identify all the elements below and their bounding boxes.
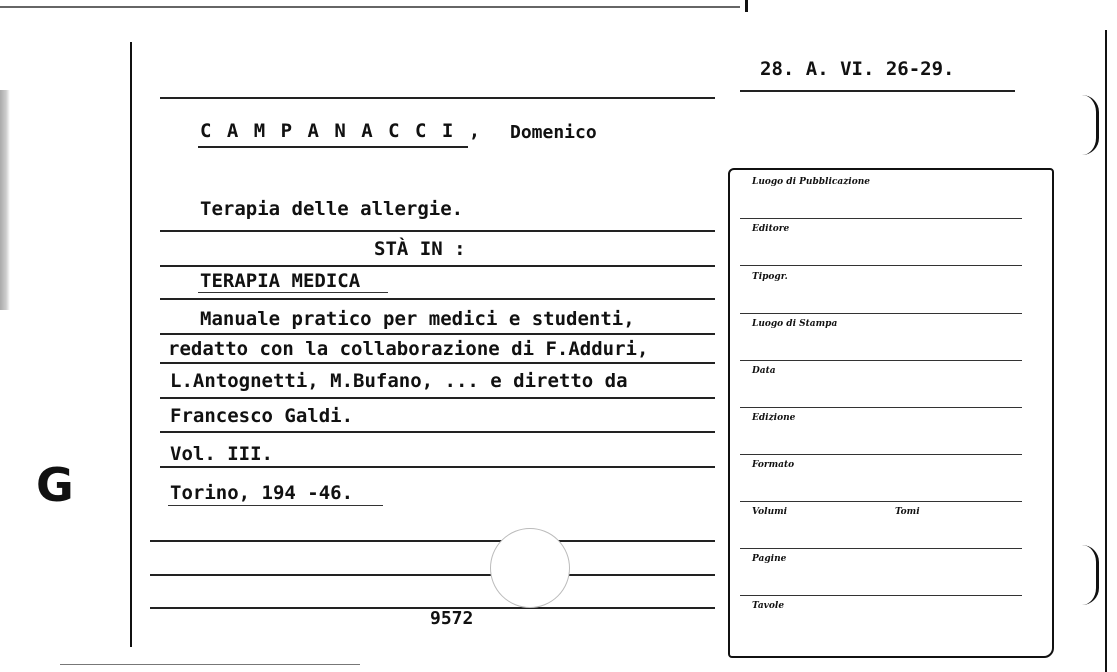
description-line-2: redatto con la collaborazione di F.Adduri, <box>168 338 649 360</box>
card-right-edge <box>1105 30 1107 672</box>
card-left-margin-line <box>130 42 132 647</box>
ruled-line-lower-2 <box>150 574 715 576</box>
ruled-line-title <box>160 230 715 232</box>
book-title: Terapia delle allergie. <box>200 198 464 220</box>
imprint: Torino, 194 -46. <box>170 482 354 504</box>
form-rule-6 <box>740 454 1022 455</box>
ruled-line-1 <box>160 97 715 99</box>
imprint-underline <box>168 505 383 506</box>
volume: Vol. III. <box>170 443 273 465</box>
form-rule-9 <box>740 595 1022 596</box>
series-title-underline <box>198 292 388 293</box>
accession-number: 9572 <box>430 608 474 629</box>
scan-bottom-mark <box>60 664 360 665</box>
ruled-line-volume <box>160 466 715 468</box>
ruled-line-in <box>160 265 715 267</box>
card-right-curl-bottom <box>1082 545 1099 605</box>
description-line-4: Francesco Galdi. <box>170 405 354 427</box>
author-given-name: Domenico <box>510 122 597 143</box>
label-volumes: Volumi <box>752 507 788 517</box>
label-format: Formato <box>752 460 795 470</box>
form-rule-8 <box>740 548 1022 549</box>
form-rule-7 <box>740 501 1022 502</box>
scan-edge-shadow <box>0 90 10 310</box>
author-surname: C A M P A N A C C I , <box>200 120 483 142</box>
author-underline <box>198 146 468 148</box>
ruled-line-lower-1 <box>150 540 715 542</box>
ruled-line-desc-2 <box>160 362 715 364</box>
punch-hole <box>490 528 570 608</box>
card-right-curl-top <box>1082 95 1099 155</box>
form-rule-5 <box>740 407 1022 408</box>
ruled-line-desc-1 <box>160 333 715 335</box>
label-edition: Edizione <box>752 413 796 423</box>
ruled-line-desc-3 <box>160 397 715 399</box>
description-line-1: Manuale pratico per medici e studenti, <box>200 308 635 330</box>
scan-top-mark <box>0 6 740 8</box>
form-rule-1 <box>740 218 1022 219</box>
series-title: TERAPIA MEDICA <box>200 270 361 292</box>
label-place-of-printing: Luogo di Stampa <box>752 319 838 329</box>
form-rule-3 <box>740 313 1022 314</box>
label-printer: Tipogr. <box>752 272 788 282</box>
label-date: Data <box>752 366 776 376</box>
label-tomes: Tomi <box>895 507 920 517</box>
label-place-of-publication: Luogo di Pubblicazione <box>752 177 870 187</box>
catalog-number-rule <box>740 90 1015 92</box>
label-plates: Tavole <box>752 601 785 611</box>
in-label: STÀ IN : <box>374 238 466 260</box>
label-pages: Pagine <box>752 554 787 564</box>
ruled-line-desc-4 <box>160 431 715 433</box>
catalog-number: 28. A. VI. 26-29. <box>760 58 955 80</box>
label-publisher: Editore <box>752 224 790 234</box>
form-rule-4 <box>740 360 1022 361</box>
ruled-line-series <box>160 298 715 300</box>
scan-top-right-mark <box>745 0 748 12</box>
index-letter: G <box>36 458 74 512</box>
description-line-3: L.Antognetti, M.Bufano, ... e diretto da <box>170 370 628 392</box>
form-rule-2 <box>740 265 1022 266</box>
